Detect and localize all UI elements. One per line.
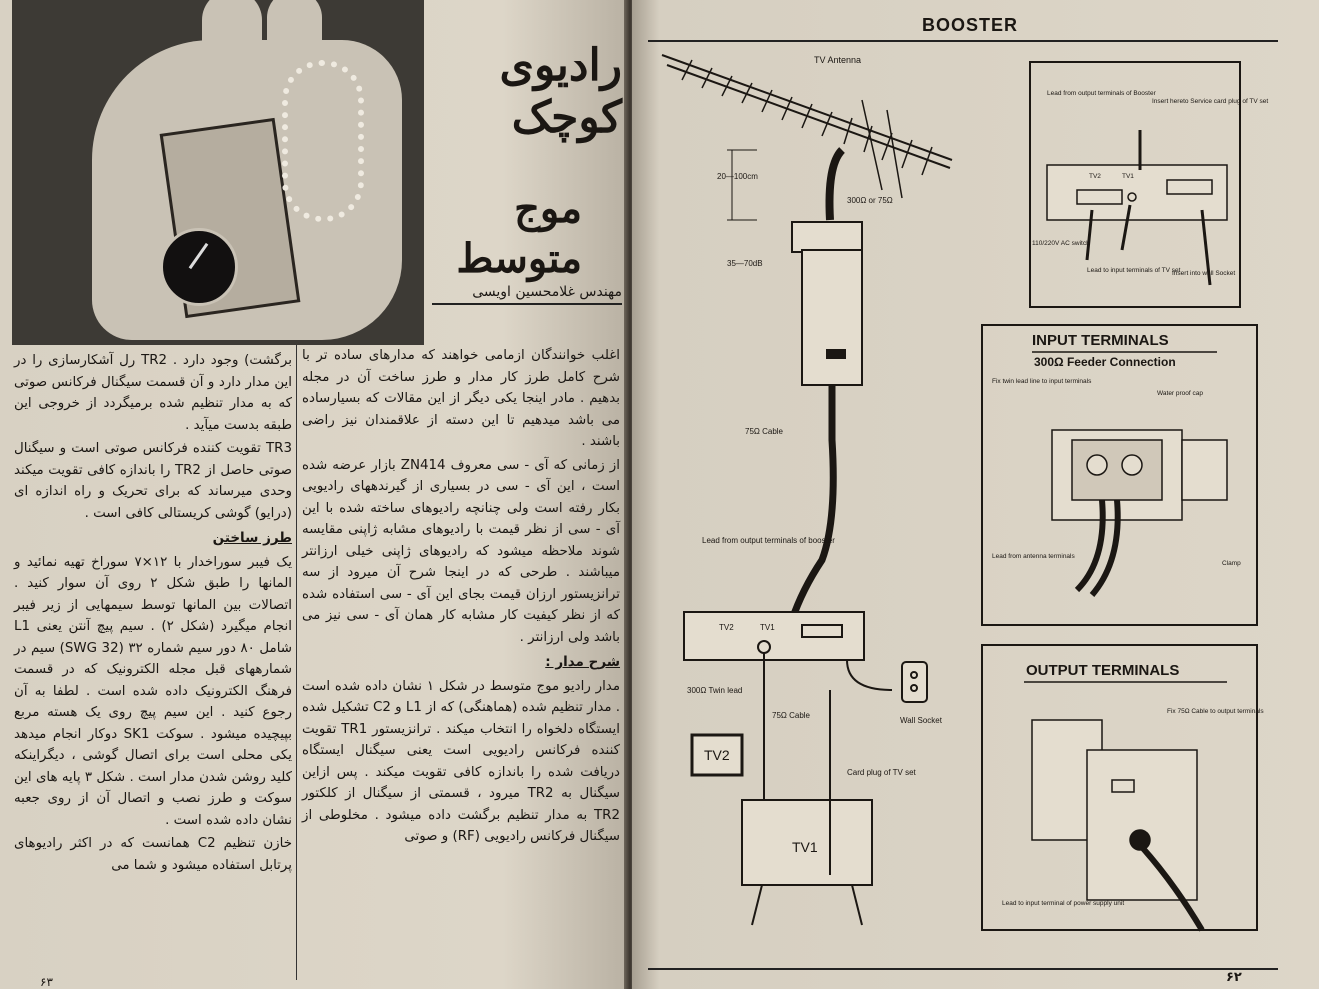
height-label: 20—100cm <box>717 172 758 181</box>
input-terminals-title: INPUT TERMINALS <box>1032 332 1169 349</box>
twin-lead-label: 300Ω Twin lead <box>687 686 743 695</box>
wall-socket-label: Wall Socket <box>900 716 942 725</box>
rear-tv2: TV2 <box>1089 173 1101 180</box>
finger-shape <box>202 0 262 140</box>
tv1-label: TV1 <box>792 839 818 855</box>
booster-diagram <box>632 0 1319 989</box>
lead-output-label: Lead from output terminals of booster <box>702 536 835 545</box>
switch-label: 110/220V AC switch <box>1032 240 1090 247</box>
cable2-label: 75Ω Cable <box>772 711 811 720</box>
tv2-label: TV2 <box>704 747 730 763</box>
input-terminals-subtitle: 300Ω Feeder Connection <box>1034 355 1176 369</box>
article-title: رادیوی کوچک <box>499 40 622 143</box>
tv1-terminal: TV1 <box>760 623 775 632</box>
text-column-left <box>14 350 292 878</box>
column-divider <box>296 345 297 980</box>
insert-wall: Insert into wall Socket <box>1172 270 1236 277</box>
water-cap: Water proof cap <box>1157 390 1204 397</box>
output-terminals-drawing <box>1032 720 1202 930</box>
insert-service: Insert hereto Service card plug of TV set <box>1152 98 1269 105</box>
input-terminals-drawing <box>1052 430 1227 595</box>
page-number: ۶۲ <box>1226 970 1242 985</box>
paragraph: مدار رادیو موج متوسط در شکل ۱ نشان داده شده است . مدار تنظیم شده (هماهنگی) که از L1 و C2 تشکیل شده ایستگاه دلخواه را انتخاب میکند . ترانزیستور TR1 تقویت کننده فرکانس رادیویی است یعنی سیگنال ایستگاه دریافت شده را باندازه کافی تقویت میکند . پس ازاین سیگنال به TR2 میرود ، قسمتی از سیگنال از کلکتور TR2 به مدار تنظیم برگشت داده میشود . مخلوطی از سیگنال فرکانس رادیویی (RF) و صوتی <box>301 678 620 844</box>
paragraph: یک فیبر سوراخدار با ۱۲×۷ سوراخ تهیه نمائید و المانها را طبق شکل ۲ روی آن سوار کنید . اتصالات بین المانها توسط سیمهایی از زیر فیبر انجام میگیرد (شکل ۲) . سیم پیچ آنتن یعنی L1 شامل ۸۰ دور سیم شماره ۳۲ (32 SWG) سیم در شمارههای قبل مجله الکترونیک که در قسمت فرهنگ الکترونیک داده شده است . لطفا به آن رجوع کنید . این سیم پیچ روی یک هسته مربع بپیچیده میشود . سوکت SK1 دوکار انجام میدهد یکی محلی است برای اتصال گوشی ، دیگراینکه کلید روشن شدن مدار است . شکل ۳ پایه های این سوکت و طرز نصب و اتصال آن از روی جعبه نشان داده شده است . <box>14 554 293 828</box>
paragraph: برگشت) وجود دارد . TR2 رل آشکارسازی را در این مدار دارد و آن قسمت سیگنال فرکانس صوتی که به مدار تنظیم شده برمیگردد از خروجی این طبقه بدست میآید . <box>14 353 292 433</box>
rear-panel-drawing <box>1047 130 1227 285</box>
fix-cable: Fix 75Ω Cable to output terminals <box>1167 708 1264 715</box>
rear-tv1: TV1 <box>1122 173 1134 180</box>
page-number: ۶۳ <box>40 975 53 989</box>
article-subtitle: موج متوسط <box>456 185 582 282</box>
earphone-cord <box>282 60 364 222</box>
paragraph: TR3 تقویت کننده فرکانس صوتی است و سیگنال صوتی حاصل از TR2 را باندازه کافی تقویت میکند وحدی میرساند که برای تحریک و راه اندازه ای (درایو) گوشی کریستالی کافی است . <box>14 441 292 521</box>
paragraph: اغلب خوانندگان ازمامی خواهند که مدارهای ساده تر با شرح کامل طرز کار مدار و طرز ساخت آن در مجله بدهیم . مادر اینجا یکی دیگر از این مقالات که بسیارساده می باشد میدهیم تا این دسته از علاقمندان نیز راضی باشند . <box>302 348 620 449</box>
output-terminals-title: OUTPUT TERMINALS <box>1026 662 1180 679</box>
tuning-dial <box>160 228 238 306</box>
paragraph: خازن تنظیم C2 همانست که در اکثر رادیوهای پرتابل استفاده میشود و شما می <box>14 836 292 873</box>
tv-antenna-drawing <box>662 55 952 220</box>
clamp-label: Clamp <box>1222 560 1241 567</box>
cable-label: 75Ω Cable <box>745 427 784 436</box>
radio-photo <box>12 0 424 345</box>
left-page <box>0 0 628 989</box>
gain-label: 35—70dB <box>727 259 763 268</box>
impedance-label: 300Ω or 75Ω <box>847 196 893 205</box>
lead-antenna: Lead from antenna terminals <box>992 553 1075 560</box>
lead-power: Lead to input terminal of power supply unit <box>1002 900 1125 907</box>
card-plug-label: Card plug of TV set <box>847 768 916 777</box>
booster-unit-drawing <box>792 222 862 620</box>
text-column-right <box>302 345 620 850</box>
section-heading: طرز ساختن <box>212 530 292 546</box>
lead-input: Lead to input terminals of TV set <box>1087 267 1181 274</box>
lead-from-output: Lead from output terminals of Booster <box>1047 90 1156 97</box>
section-heading: شرح مدار : <box>545 654 620 670</box>
page-title: BOOSTER <box>922 15 1019 35</box>
fix-twin: Fix twin lead line to input terminals <box>992 378 1092 385</box>
paragraph: از زمانی که آی - سی معروف ZN414 بازار عرضه شده است ، این آی - سی در بسیاری از گیرندههای رادیویی بکار رفته است ولی چنانچه رادیوهای ساخته شده با این آی - سی از نظر قیمت با رادیوهای مشابه ژاپنی مقایسه شوند ملاحظه میشود که رادیوهای ژاپنی خیلی ارزانتر میباشند . طرحی که در اینجا شرح آن میرود از سه ترانزیستور ارزان قیمت بجای این آی - سی استفاده شده که از نظر کیفیت کار مشابه کار همان آی - سی نیز می باشد ولی ارزانتر . <box>302 457 620 645</box>
antenna-label: TV Antenna <box>814 55 862 65</box>
article-author: مهندس غلامحسین اویسی <box>432 284 622 305</box>
tv2-terminal: TV2 <box>719 623 734 632</box>
